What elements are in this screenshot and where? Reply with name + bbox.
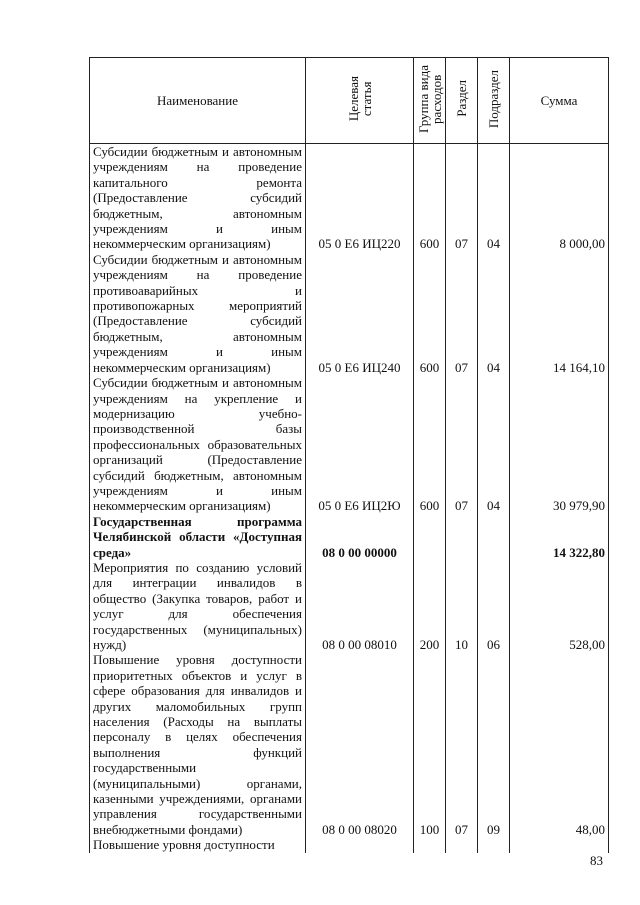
- row-section: [446, 514, 478, 560]
- row-target: 05 0 Е6 ИЦ220: [306, 144, 414, 252]
- row-name: Мероприятия по созданию условий для интеграции инвалидов в общество (Закупка товаров, работ и услуг для обеспечения государственных (муниципальных) нужд): [90, 560, 306, 652]
- row-sum: 14 322,80: [510, 514, 609, 560]
- row-subsection: 06: [478, 560, 510, 652]
- table-row: [90, 560, 609, 652]
- row-name: Государственная программа Челябинской области «Доступная среда»: [90, 514, 306, 560]
- row-section: 10: [446, 560, 478, 652]
- row-sum: 30 979,90: [510, 375, 609, 514]
- row-group: 600: [414, 144, 446, 252]
- row-target: 08 0 00 00000: [306, 514, 414, 560]
- table-row: [90, 652, 609, 837]
- row-subsection: 04: [478, 252, 510, 375]
- row-target: 08 0 00 08010: [306, 560, 414, 652]
- row-target: 08 0 00 08020: [306, 652, 414, 837]
- row-target: 05 0 Е6 ИЦ2Ю: [306, 375, 414, 514]
- row-section: 07: [446, 652, 478, 837]
- row-subsection: [478, 514, 510, 560]
- header-target-article: Целевая статья: [306, 58, 414, 144]
- row-name: Повышение уровня доступности приоритетных объектов и услуг в сфере образования для инвалидов и других маломобильных групп населения (Расходы на выплаты персоналу в целях обеспечения выполнения функций государственными (муниципальными) органами, казенными учреждениями, органами управления государственными внебюджетными фондами): [90, 652, 306, 837]
- row-target: 05 0 Е6 ИЦ240: [306, 252, 414, 375]
- table-row: [90, 144, 609, 252]
- header-section: Раздел: [446, 58, 478, 144]
- table-row: [90, 252, 609, 375]
- header-sum: Сумма: [510, 58, 609, 144]
- row-subsection: 04: [478, 144, 510, 252]
- row-section: 07: [446, 252, 478, 375]
- table-row: [90, 837, 609, 852]
- row-sum: 14 164,10: [510, 252, 609, 375]
- table-row: [90, 375, 609, 514]
- row-subsection: 09: [478, 652, 510, 837]
- row-group: [414, 514, 446, 560]
- row-group: [414, 837, 446, 852]
- row-sum: 48,00: [510, 652, 609, 837]
- header-name: Наименование: [90, 58, 306, 144]
- row-section: 07: [446, 144, 478, 252]
- row-subsection: [478, 837, 510, 852]
- row-name: Субсидии бюджетным и автономным учреждениям на укрепление и модернизацию учебно-производственной базы профессиональных образовательных организаций (Предоставление субсидий бюджетным, автономным учреждениям и иным некоммерческим организациям): [90, 375, 306, 514]
- row-name: Повышение уровня доступности: [90, 837, 306, 852]
- row-sum: 528,00: [510, 560, 609, 652]
- table-row-program: [90, 514, 609, 560]
- row-sum: 8 000,00: [510, 144, 609, 252]
- row-name: Субсидии бюджетным и автономным учреждениям на проведение противоаварийных и противопожарных мероприятий (Предоставление субсидий бюджетным, автономным учреждениям и иным некоммерческим организациям): [90, 252, 306, 375]
- row-section: 07: [446, 375, 478, 514]
- row-group: 100: [414, 652, 446, 837]
- row-subsection: 04: [478, 375, 510, 514]
- page-number: 83: [590, 853, 603, 868]
- table-header-row: [90, 58, 609, 144]
- header-subsection: Подраздел: [478, 58, 510, 144]
- header-expense-group: Группа вида расходов: [414, 58, 446, 144]
- row-sum: [510, 837, 609, 852]
- row-name: Субсидии бюджетным и автономным учреждениям на проведение капитального ремонта (Предоставление субсидий бюджетным, автономным учреждениям и иным некоммерческим организациям): [90, 144, 306, 252]
- row-group: 600: [414, 375, 446, 514]
- row-target: [306, 837, 414, 852]
- row-section: [446, 837, 478, 852]
- row-group: 600: [414, 252, 446, 375]
- budget-table: [89, 57, 609, 853]
- row-group: 200: [414, 560, 446, 652]
